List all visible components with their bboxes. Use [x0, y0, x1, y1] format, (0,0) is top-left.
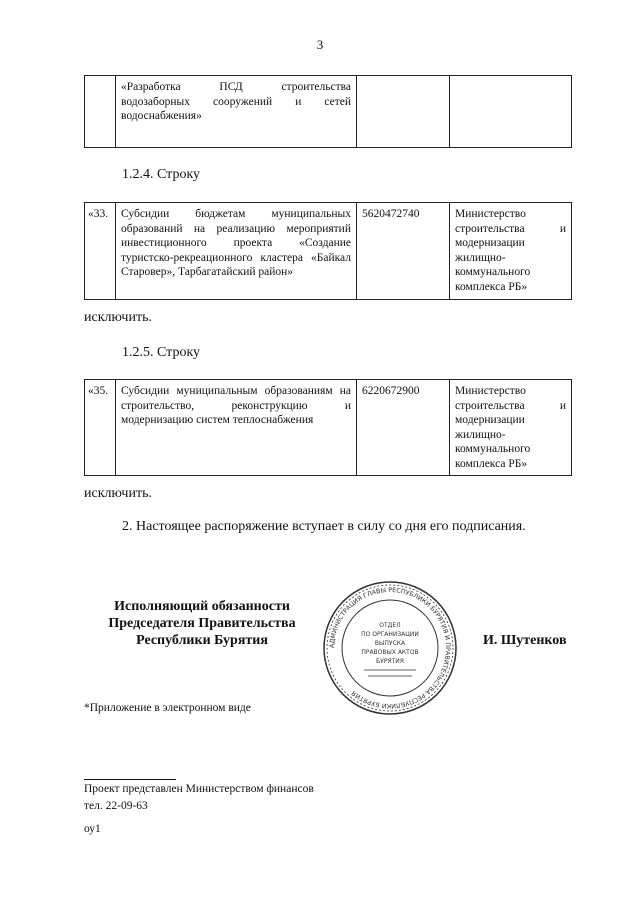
table-row — [85, 203, 572, 300]
row-number: «33. — [85, 203, 116, 300]
paragraph-effective-date: 2. Настоящее распоряжение вступает в силу со дня его подписания. — [122, 519, 526, 534]
row-ministry: Министерство строительства и модернизации жилищно-коммунального комплекса РБ» — [450, 380, 572, 476]
table-cell-ministry — [450, 76, 572, 148]
footer-divider — [84, 779, 176, 780]
row-code: 5620472740 — [357, 203, 450, 300]
row-number: «35. — [85, 380, 116, 476]
table-row-35 — [84, 379, 572, 476]
seal-center-line: ОТДЕЛ — [379, 622, 401, 629]
seal-center-line: ПО ОРГАНИЗАЦИИ — [361, 631, 419, 638]
exclude-text: исключить. — [84, 486, 152, 501]
appendix-note: *Приложение в электронном виде — [84, 702, 251, 714]
signer-name: И. Шутенков — [483, 633, 567, 648]
section-heading-1-2-5: 1.2.5. Строку — [122, 345, 201, 360]
signer-title — [84, 598, 320, 649]
footer-phone: тел. 22-09-63 — [84, 800, 148, 812]
exclude-text: исключить. — [84, 310, 152, 325]
row-ministry: Министерство строительства и модернизации жилищно-коммунального комплекса РБ» — [450, 203, 572, 300]
table-row-33 — [84, 202, 572, 300]
section-heading-1-2-4: 1.2.4. Строку — [122, 167, 201, 182]
table-cell-number — [85, 76, 116, 148]
official-seal — [322, 580, 458, 716]
seal-center-line: БУРЯТИЯ — [376, 658, 404, 665]
seal-center-line: ВЫПУСКА — [374, 640, 406, 647]
table-row — [85, 380, 572, 476]
row-description: Субсидии муниципальным образованиям на строительство, реконструкцию и модернизацию систем теплоснабжения — [116, 380, 357, 476]
signer-title-line: Исполняющий обязанности — [114, 599, 290, 614]
seal-center-line: ПРАВОВЫХ АКТОВ — [361, 649, 419, 656]
footer-code: оу1 — [84, 823, 101, 835]
table-row — [85, 76, 572, 148]
table-fragment-top — [84, 75, 572, 148]
signer-title-line: Председателя Правительства — [108, 616, 296, 631]
signer-title-line: Республики Бурятия — [136, 633, 268, 648]
row-description: Субсидии бюджетам муниципальных образований на реализацию мероприятий инвестиционного проекта «Создание туристско-рекреационного кластера «Байкал Старовер», Тарбагатайский район» — [116, 203, 357, 300]
table-cell-description: «Разработка ПСД строительства водозаборных сооружений и сетей водоснабжения» — [116, 76, 357, 148]
row-code: 6220672900 — [357, 380, 450, 476]
seal-ring-text: АДМИНИСТРАЦИЯ ГЛАВЫ РЕСПУБЛИКИ БУРЯТИЯ И ПРАВИТЕЛЬСТВА РЕСПУБЛИКИ БУРЯТИЯ — [328, 586, 452, 710]
footer-author: Проект представлен Министерством финансов — [84, 783, 314, 795]
table-cell-code — [357, 76, 450, 148]
page-number: 3 — [316, 37, 324, 52]
